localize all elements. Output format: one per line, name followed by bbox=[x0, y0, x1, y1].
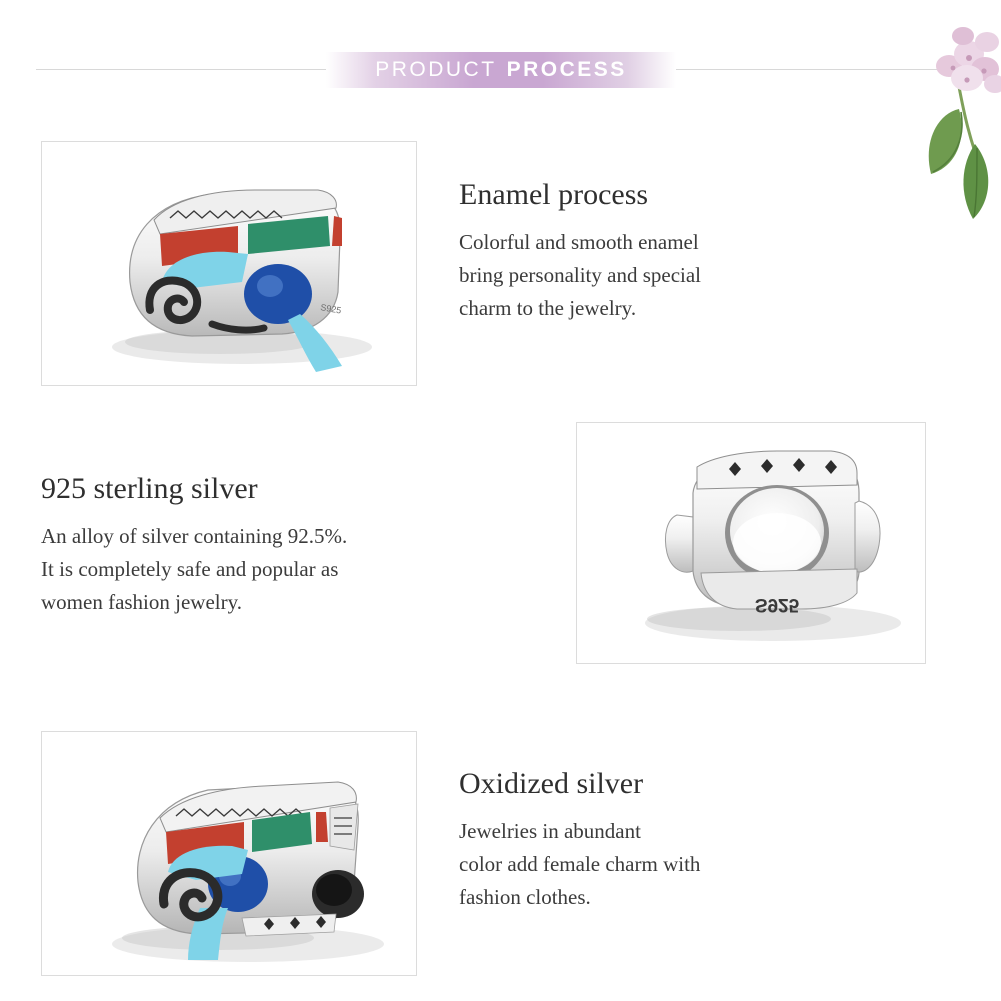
section-enamel-title: Enamel process bbox=[459, 178, 649, 211]
section-enamel-body bbox=[459, 226, 879, 325]
section-sterling-silver-line-3: women fashion jewelry. bbox=[41, 590, 242, 614]
eye-of-horus-enamel-charm-art bbox=[42, 142, 416, 385]
section-oxidized bbox=[459, 767, 879, 914]
eye-of-horus-oxidized-charm-art bbox=[42, 732, 416, 975]
section-enamel bbox=[459, 178, 879, 325]
page-title-word-1: PRODUCT bbox=[375, 58, 497, 81]
section-enamel-line-3: charm to the jewelry. bbox=[459, 296, 637, 320]
lilac-flower-icon bbox=[891, 14, 1001, 229]
section-oxidized-line-2: color add female charm with bbox=[459, 852, 701, 876]
section-enamel-line-1: Colorful and smooth enamel bbox=[459, 230, 699, 254]
section-oxidized-line-3: fashion clothes. bbox=[459, 885, 591, 909]
section-sterling-silver-line-2: It is completely safe and popular as bbox=[41, 557, 339, 581]
section-sterling-silver-title: 925 sterling silver bbox=[41, 472, 258, 505]
product-image-sterling-silver bbox=[576, 422, 926, 664]
page-title bbox=[326, 52, 676, 88]
silver-bead-back-art bbox=[577, 423, 925, 663]
product-image-oxidized bbox=[41, 731, 417, 976]
section-enamel-line-2: bring personality and special bbox=[459, 263, 702, 287]
svg-text:S925: S925 bbox=[319, 302, 343, 316]
product-image-enamel bbox=[41, 141, 417, 386]
page-header bbox=[0, 52, 1001, 88]
section-oxidized-title: Oxidized silver bbox=[459, 767, 644, 800]
silver-stamp-text: S925 bbox=[754, 594, 800, 615]
page-title-word-2: PROCESS bbox=[506, 58, 627, 81]
section-sterling-silver-line-1: An alloy of silver containing 92.5%. bbox=[41, 524, 348, 548]
section-sterling-silver-body bbox=[41, 520, 511, 619]
section-oxidized-body bbox=[459, 815, 879, 914]
section-sterling-silver bbox=[41, 472, 511, 619]
section-oxidized-line-1: Jewelries in abundant bbox=[459, 819, 641, 843]
